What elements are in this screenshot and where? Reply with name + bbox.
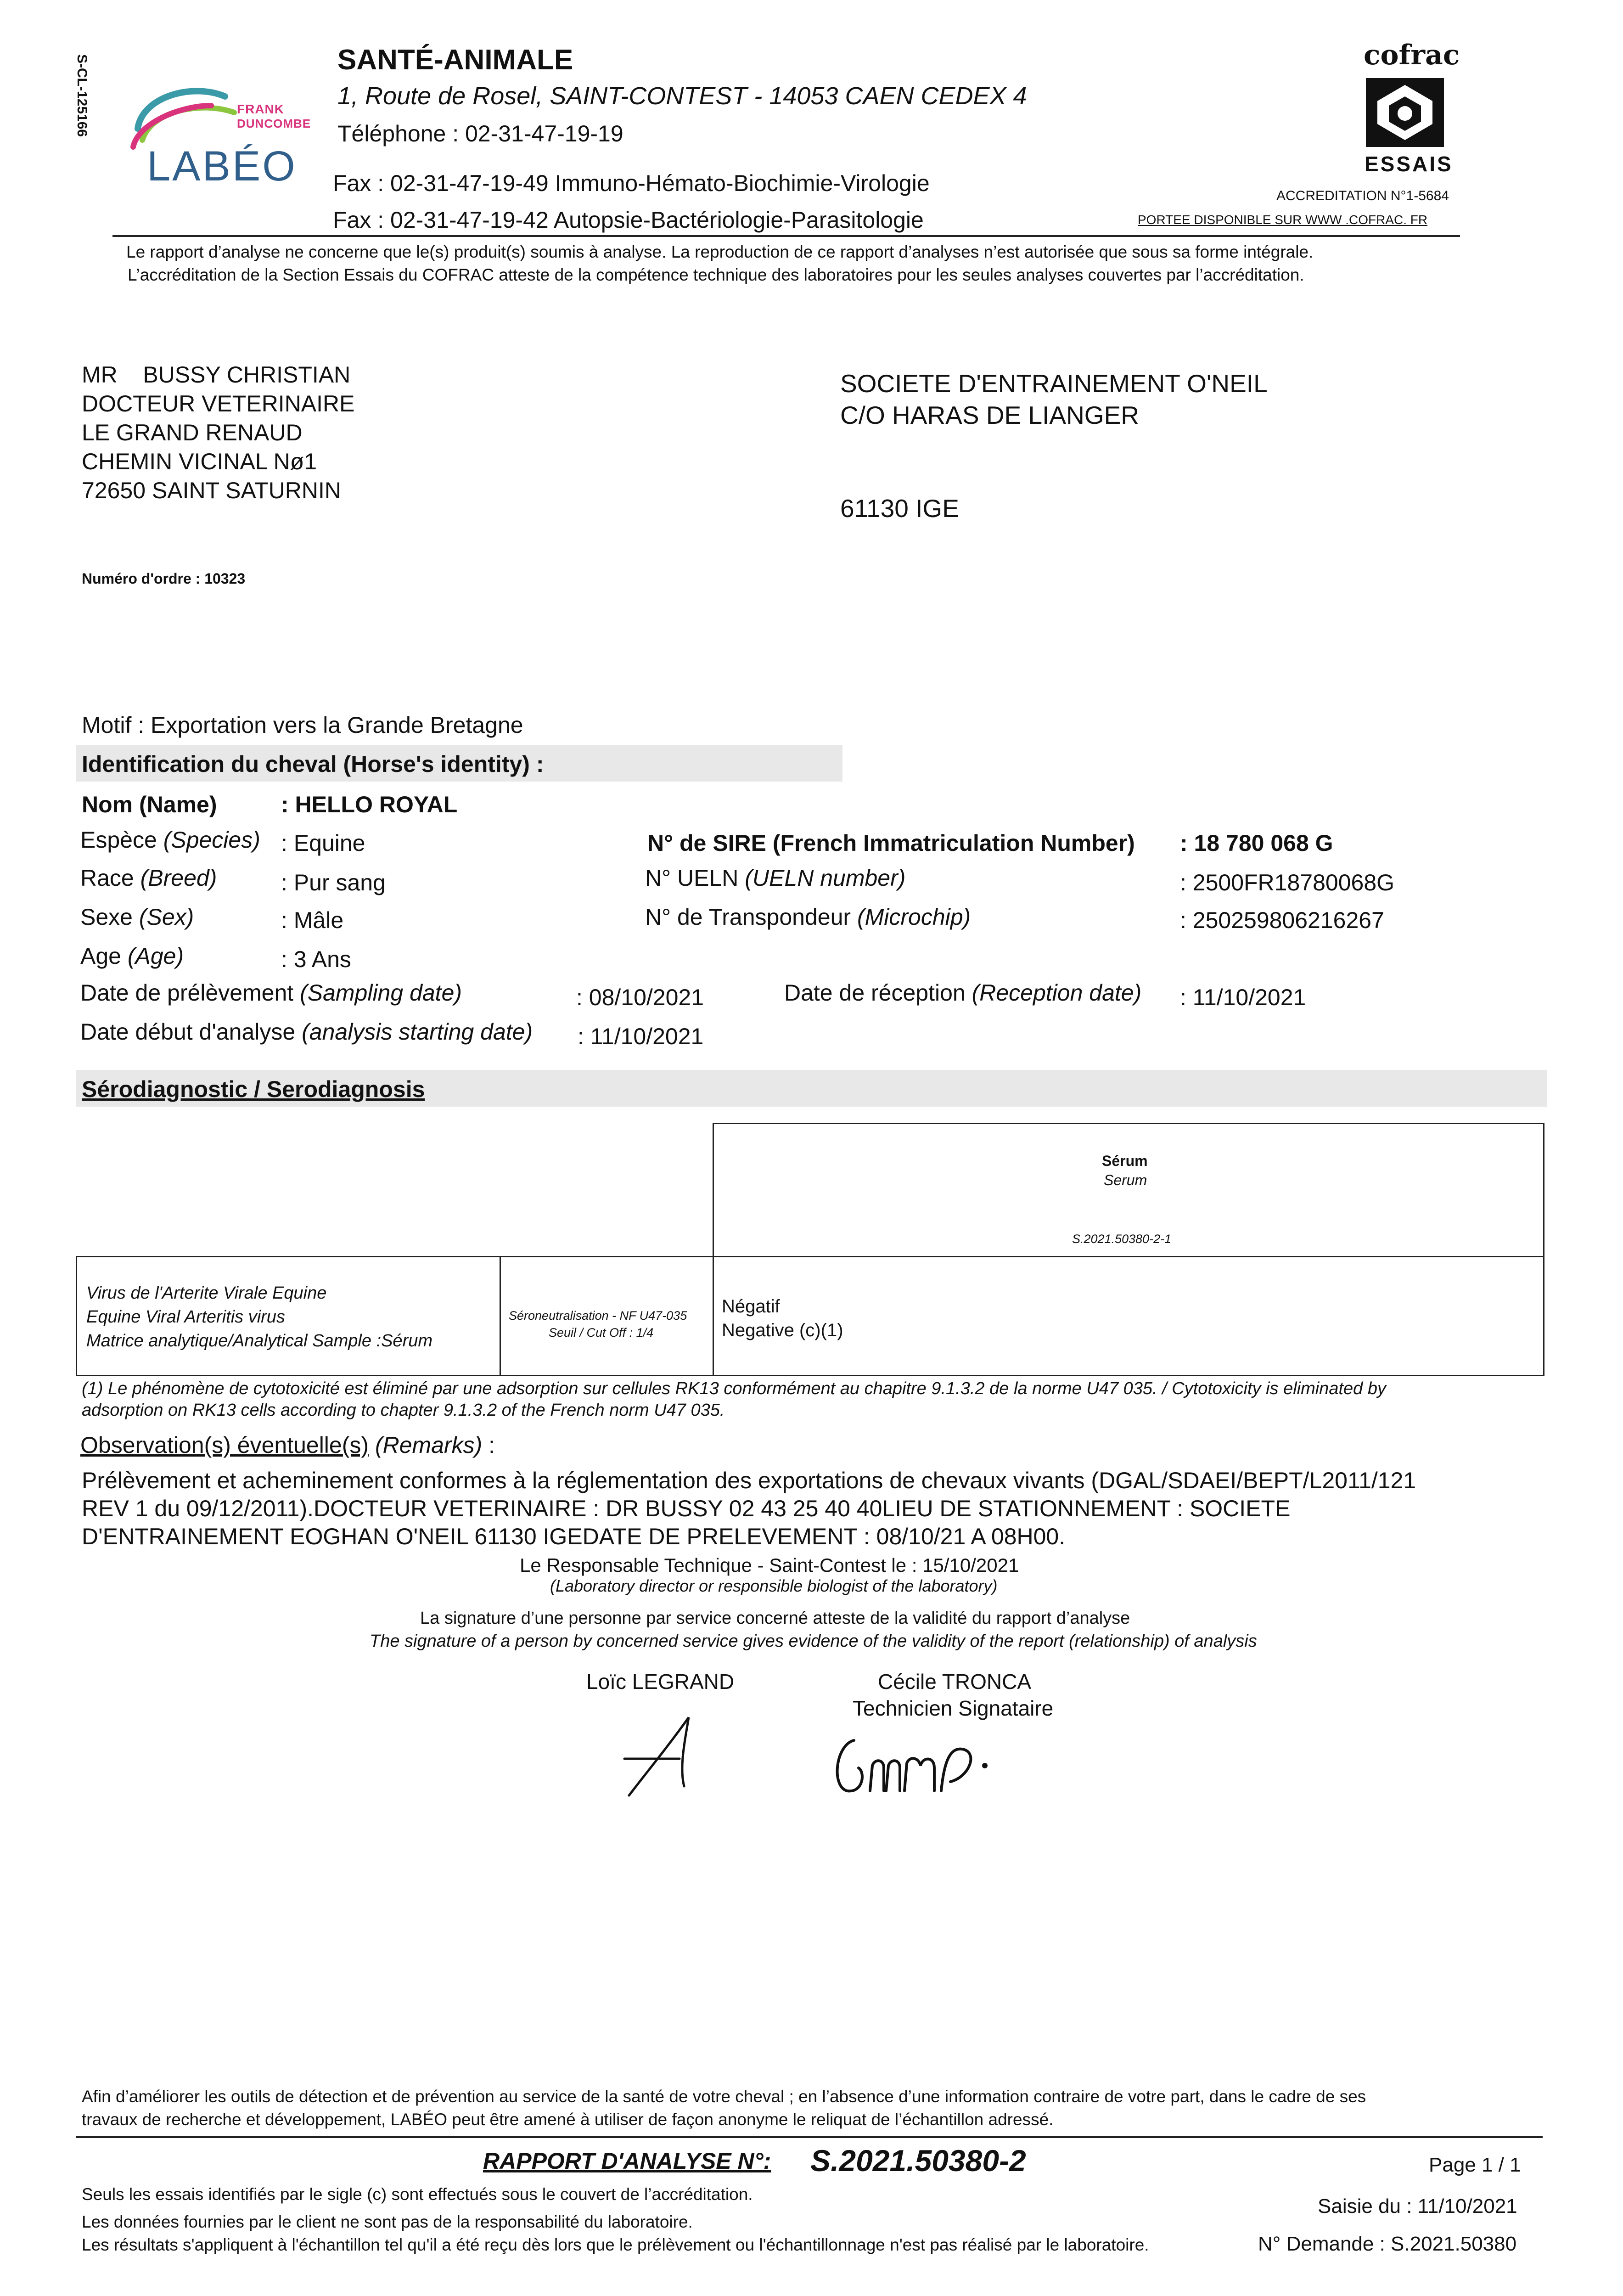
reception-date-value: : 11/10/2021 — [1180, 985, 1306, 1010]
signature-note-fr: La signature d’une personne par service concerné atteste de la validité du rapport d’analyse — [420, 1609, 1130, 1628]
remarks-label-fr: Observation(s) éventuelle(s) — [80, 1432, 369, 1458]
sex-label — [80, 904, 194, 930]
method-line: Séroneutralisation - NF U47-035 — [509, 1309, 687, 1322]
recipient-line: LE GRAND RENAUD — [82, 420, 303, 445]
responsible-line-en: (Laboratory director or responsible biologist of the laboratory) — [550, 1576, 998, 1595]
disclaimer-1: Le rapport d’analyse ne concerne que le(s) produit(s) soumis à analyse. La reproduction de ce rapport d’analyses n’est autorisée que sous sa forme intégrale. — [126, 242, 1314, 261]
remarks-line: REV 1 du 09/12/2011).DOCTEUR VETERINAIRE : DR BUSSY 02 43 25 40 40LIEU DE STATIONNEMENT : SOCIETE — [82, 1496, 1291, 1521]
remarks-label — [80, 1432, 495, 1458]
signature-2-image — [826, 1727, 1047, 1809]
recipient-line: CHEMIN VICINAL Nø1 — [82, 449, 317, 474]
signer-1-name: Loïc LEGRAND — [586, 1670, 735, 1694]
sample-name-en: Serum — [1104, 1172, 1147, 1188]
remarks-line: D'ENTRAINEMENT EOGHAN O'NEIL 61130 IGEDATE DE PRELEVEMENT : 08/10/21 A 08H00. — [82, 1524, 1066, 1549]
transponder-label-en: (Microchip) — [857, 904, 971, 930]
owner-line: 61130 IGE — [840, 494, 959, 523]
test-line: Equine Viral Arteritis virus — [86, 1307, 285, 1327]
name-label: Nom (Name) — [82, 792, 217, 817]
reception-date-label — [784, 979, 1141, 1006]
legal-line: Seuls les essais identifiés par le sigle (c) sont effectués sous le couvert de l’accréditation. — [82, 2185, 753, 2204]
sampling-date-label — [80, 979, 462, 1006]
cofrac-emblem-icon — [1364, 76, 1446, 149]
recipient-line: 72650 SAINT SATURNIN — [82, 478, 342, 503]
sample-name-fr: Sérum — [1102, 1153, 1148, 1169]
remarks-line: Prélèvement et acheminement conformes à la réglementation des exportations de chevaux vivants (DGAL/SDAEI/BEPT/L2011/121 — [82, 1468, 1416, 1493]
lab-name: SANTÉ-ANIMALE — [337, 44, 573, 76]
disclaimer-2: L’accréditation de la Section Essais du COFRAC atteste de la compétence technique des laboratoires pour les seules analyses couvertes par l’accréditation. — [128, 265, 1304, 284]
report-label: RAPPORT D'ANALYSE N°: — [483, 2148, 771, 2174]
sampling-date-value: : 08/10/2021 — [576, 985, 704, 1010]
footer-notice: travaux de recherche et développement, LABÉO peut être amené à utiliser de façon anonyme le reliquat de l’échantillon adressé. — [82, 2110, 1054, 2129]
sample-id: S.2021.50380-2-1 — [1072, 1232, 1172, 1246]
age-label-fr: Age — [80, 943, 121, 969]
identity-heading: Identification du cheval (Horse's identity) : — [82, 751, 544, 777]
lab-fax-1: Fax : 02-31-47-19-49 Immuno-Hémato-Biochimie-Virologie — [333, 170, 930, 196]
recipient-line: MR BUSSY CHRISTIAN — [82, 362, 351, 388]
lab-fax-2: Fax : 02-31-47-19-42 Autopsie-Bactériologie-Parasitologie — [333, 207, 924, 233]
remarks-label-en: (Remarks) — [375, 1432, 483, 1458]
serodiagnosis-heading: Sérodiagnostic / Serodiagnosis — [82, 1076, 425, 1102]
signature-note-en: The signature of a person by concerned service gives evidence of the validity of the report (relationship) of analysis — [370, 1632, 1257, 1651]
test-line: Virus de l'Arterite Virale Equine — [86, 1283, 327, 1303]
sex-label-en: (Sex) — [139, 904, 194, 930]
sex-value: : Mâle — [281, 907, 344, 933]
footer-rule — [76, 2136, 1543, 2138]
analysis-date-label — [80, 1019, 533, 1045]
age-value: : 3 Ans — [281, 946, 351, 972]
reception-date-label-fr: Date de réception — [784, 980, 966, 1006]
request-number: N° Demande : S.2021.50380 — [1258, 2233, 1517, 2255]
ueln-value: : 2500FR18780068G — [1180, 870, 1395, 895]
analysis-date-label-fr: Date début d'analyse — [80, 1019, 296, 1045]
legal-line: Les données fournies par le client ne sont pas de la responsabilité du laboratoire. — [82, 2212, 693, 2231]
logo-duncombe: DUNCOMBE — [237, 117, 311, 130]
accreditation-number: ACCREDITATION N°1-5684 — [1276, 188, 1449, 203]
ueln-label-fr: N° UELN — [645, 865, 739, 891]
species-label-en: (Species) — [163, 827, 260, 853]
recipient-address — [82, 360, 355, 505]
remarks-colon: : — [489, 1432, 495, 1458]
owner-line: C/O HARAS DE LIANGER — [840, 401, 1139, 429]
cofrac-essais: ESSAIS — [1365, 152, 1453, 176]
signer-2-role: Technicien Signataire — [853, 1696, 1054, 1720]
species-label-fr: Espèce — [80, 827, 157, 853]
transponder-label-fr: N° de Transpondeur — [645, 904, 851, 930]
breed-label-en: (Breed) — [140, 865, 217, 891]
header-rule — [112, 235, 1460, 237]
age-label — [80, 943, 184, 969]
responsible-line: Le Responsable Technique - Saint-Contest le : 15/10/2021 — [520, 1554, 1019, 1576]
sex-label-fr: Sexe — [80, 904, 133, 930]
page-number: Page 1 / 1 — [1429, 2154, 1521, 2176]
transponder-label — [645, 904, 971, 930]
footer-notice: Afin d’améliorer les outils de détection et de prévention au service de la santé de votre cheval ; en l’absence d’une information contraire de votre part, dans le cadre de ses — [82, 2087, 1366, 2106]
age-label-en: (Age) — [127, 943, 184, 969]
logo-labeo: LABÉO — [147, 143, 297, 190]
lab-address: 1, Route de Rosel, SAINT-CONTEST - 14053 CAEN CEDEX 4 — [337, 82, 1027, 110]
logo-frank: FRANK — [237, 102, 284, 116]
name-value: : HELLO ROYAL — [281, 792, 458, 817]
breed-label — [80, 865, 217, 891]
motif: Motif : Exportation vers la Grande Bretagne — [82, 712, 523, 738]
breed-value: : Pur sang — [281, 870, 386, 895]
result-line: Négatif — [722, 1296, 780, 1317]
recipient-line: DOCTEUR VETERINAIRE — [82, 391, 355, 416]
species-value: : Equine — [281, 830, 365, 856]
species-label — [80, 827, 260, 853]
test-line: Matrice analytique/Analytical Sample :Sérum — [86, 1331, 433, 1351]
signature-1-image — [615, 1708, 707, 1809]
ueln-label-en: (UELN number) — [745, 865, 906, 891]
sampling-date-label-en: (Sampling date) — [300, 980, 462, 1006]
analysis-date-value: : 11/10/2021 — [578, 1024, 704, 1049]
result-cell — [713, 1256, 1544, 1376]
cofrac-logo — [1359, 39, 1460, 186]
cofrac-title: cofrac — [1364, 39, 1460, 71]
ueln-label — [645, 865, 905, 891]
sampling-date-label-fr: Date de prélèvement — [80, 980, 294, 1006]
method-line: Seuil / Cut Off : 1/4 — [549, 1326, 654, 1339]
cofrac-portee-link[interactable]: PORTEE DISPONIBLE SUR WWW .COFRAC. FR — [1138, 213, 1428, 227]
signer-2-name: Cécile TRONCA — [878, 1670, 1031, 1694]
sire-value: : 18 780 068 G — [1180, 830, 1333, 856]
reception-date-label-en: (Reception date) — [972, 980, 1142, 1006]
breed-label-fr: Race — [80, 865, 134, 891]
labeo-logo — [124, 78, 321, 193]
sire-label: N° de SIRE (French Immatriculation Number) — [647, 830, 1135, 856]
entry-date: Saisie du : 11/10/2021 — [1318, 2195, 1517, 2217]
owner-line: SOCIETE D'ENTRAINEMENT O'NEIL — [840, 369, 1268, 398]
result-line: Negative (c)(1) — [722, 1320, 843, 1340]
report-number: S.2021.50380-2 — [810, 2144, 1026, 2178]
lab-phone: Téléphone : 02-31-47-19-19 — [337, 121, 623, 146]
analysis-date-label-en: (analysis starting date) — [302, 1019, 533, 1045]
doc-reference: S-CL-125166 — [74, 54, 90, 137]
footnote-line: adsorption on RK13 cells according to chapter 9.1.3.2 of the French norm U47 035. — [82, 1401, 725, 1420]
transponder-value: : 250259806216267 — [1180, 907, 1384, 933]
order-number: Numéro d'ordre : 10323 — [82, 570, 246, 587]
footnote-line: (1) Le phénomène de cytotoxicité est éliminé par une adsorption sur cellules RK13 conformément au chapitre 9.1.3.2 de la norme U47 035. / Cytotoxicity is eliminated by — [82, 1379, 1386, 1398]
legal-line: Les résultats s'appliquent à l'échantillon tel qu'il a été reçu dès lors que le prélèvement ou l'échantillonnage n'est pas réalisé par le laboratoire. — [82, 2235, 1149, 2254]
